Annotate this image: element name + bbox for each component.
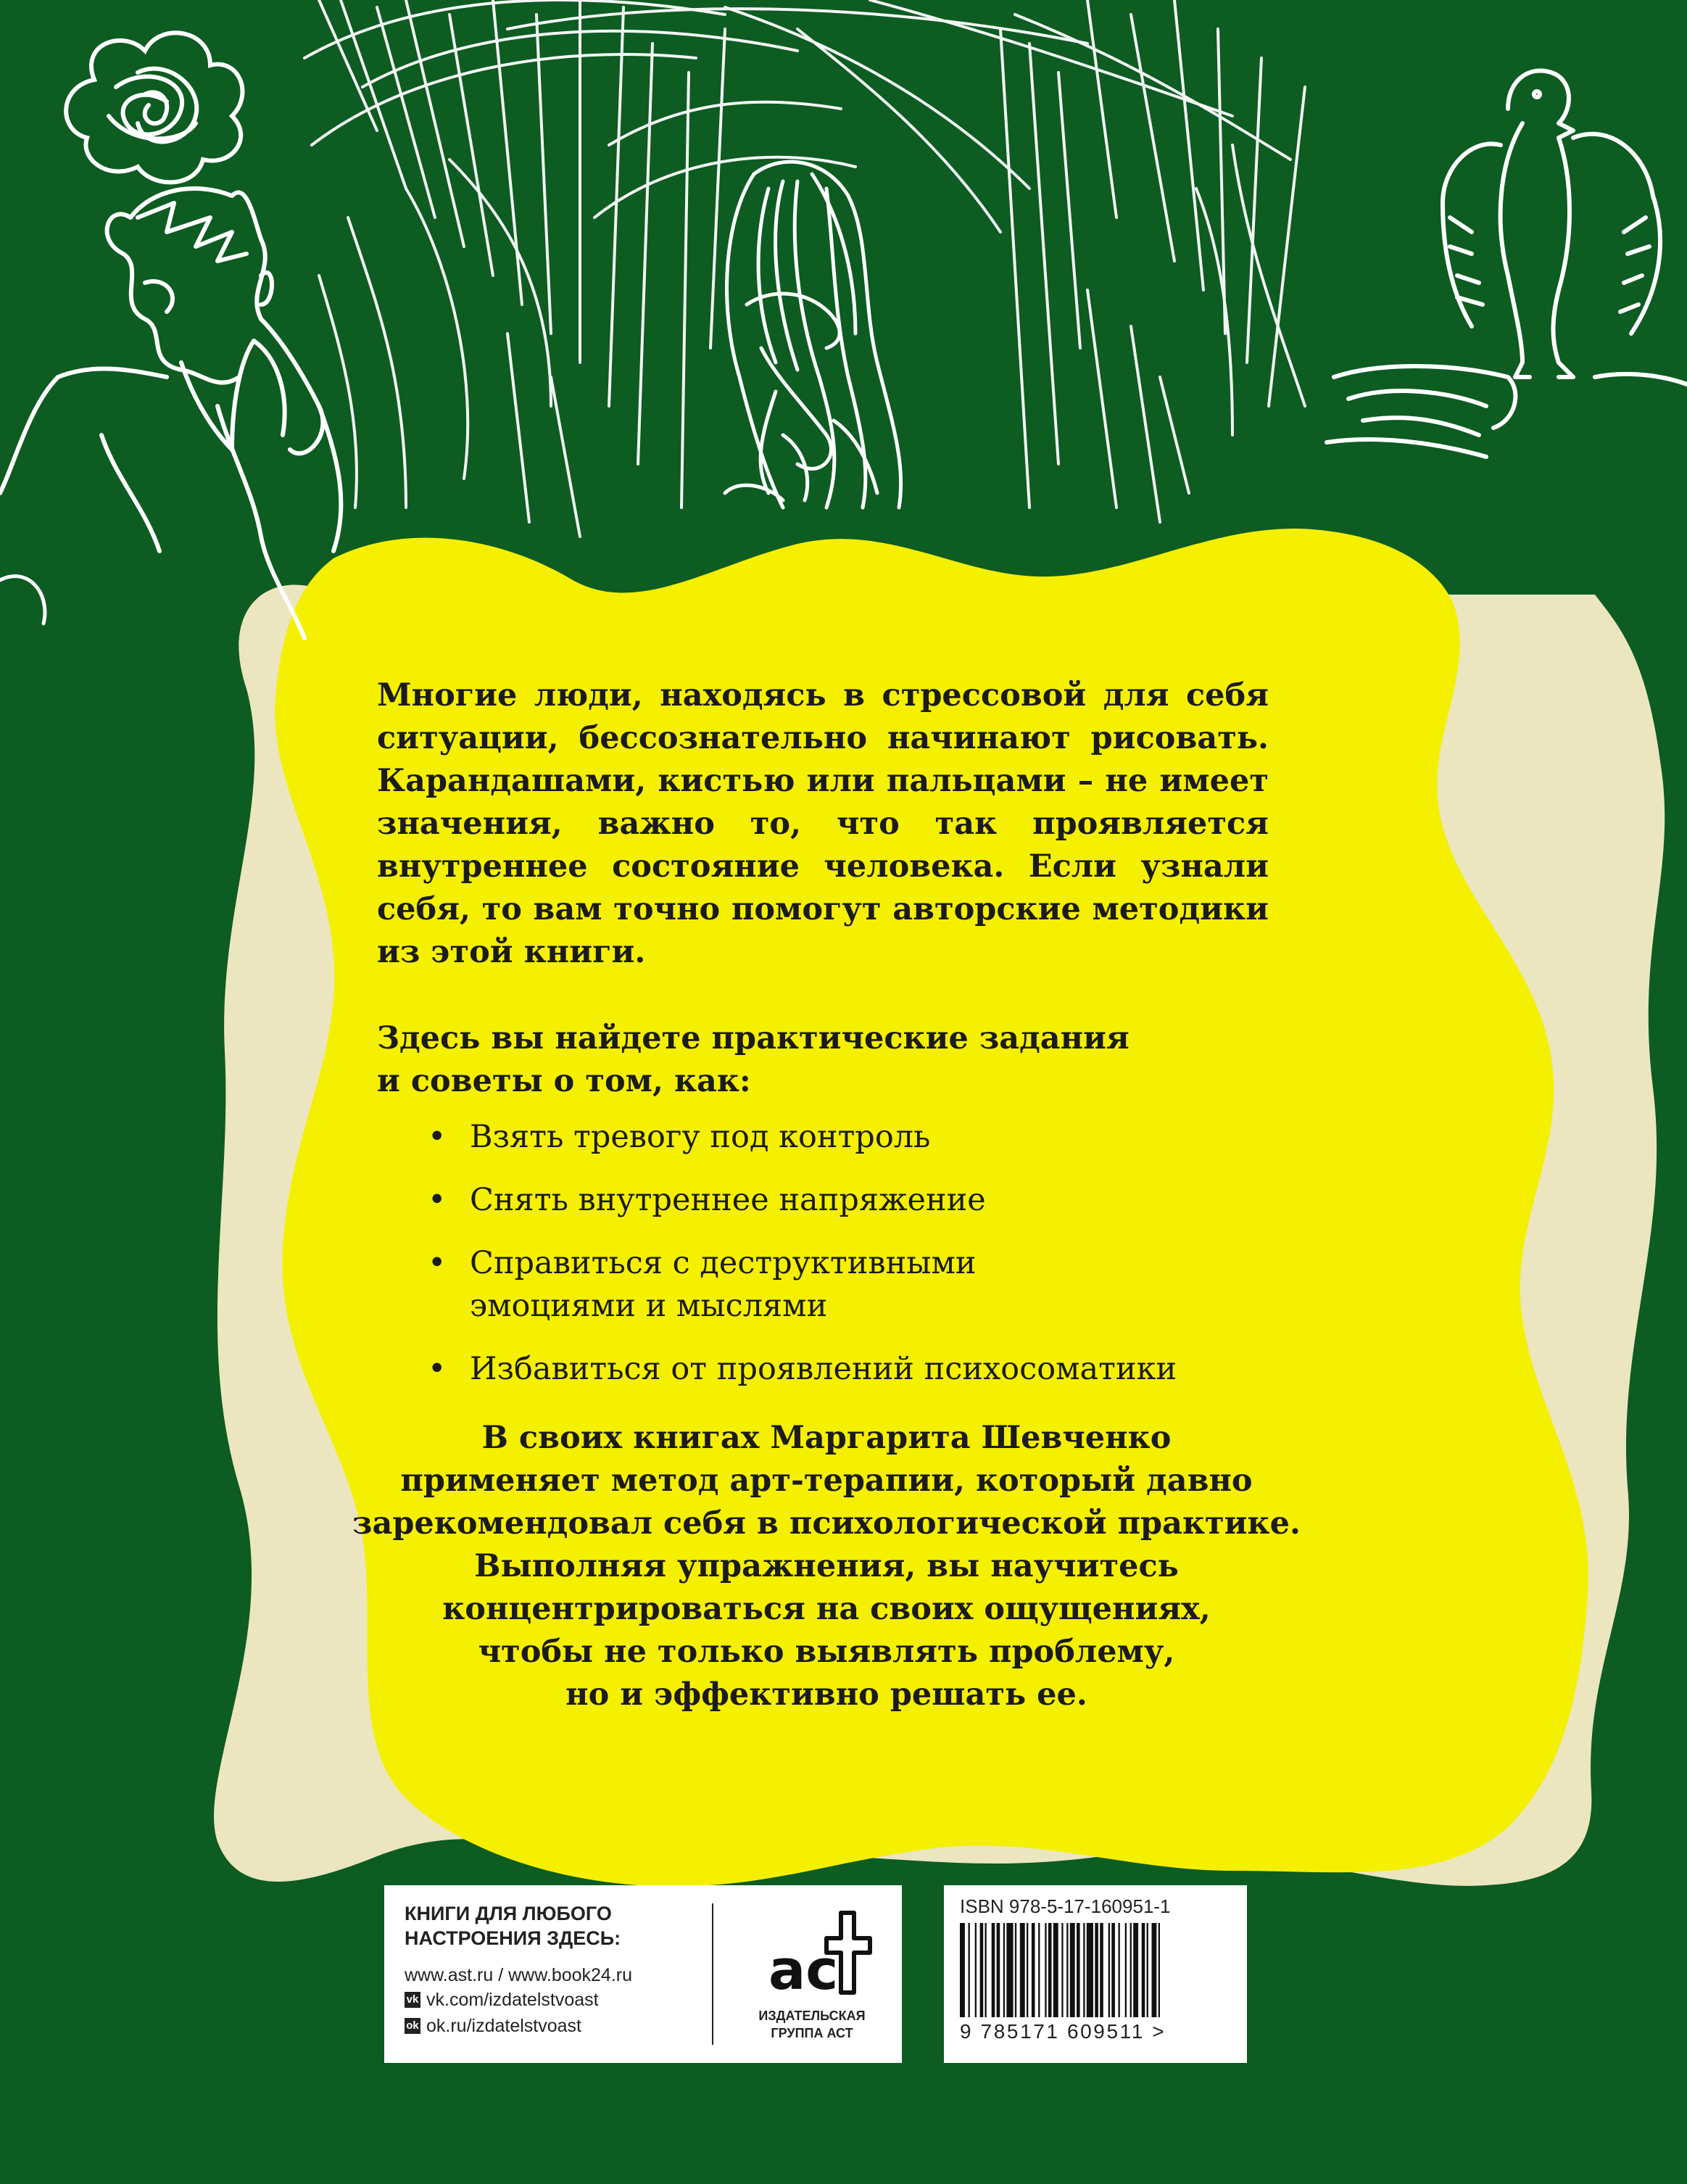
vk-link[interactable]: vk vk.com/izdatelstvoast [405,1987,632,2013]
barcode-bar [1003,1923,1005,2017]
thinking-man-icon [0,189,341,638]
barcode-bar [1158,1923,1160,2017]
isbn-box [944,1885,1247,2063]
barcode-bar [1147,1923,1148,2017]
barcode-bar [1111,1923,1115,2017]
ast-logo-graphic [732,1898,892,2007]
barcode-bar [1066,1923,1068,2017]
publisher-box [384,1885,902,2063]
barcode-bar [969,1923,970,2017]
bullet-icon: • [428,1119,447,1155]
list-item: • Снять внутреннее напряжение [377,1179,1269,1222]
list-item: • Справиться с деструктивными эмоциями и мыслями [377,1242,1269,1328]
publisher-urls[interactable]: www.ast.ru / www.book24.ru [405,1965,633,1985]
divider [712,1903,713,2045]
barcode-bar [1152,1923,1157,2017]
cave-scribble [304,0,1305,537]
scribble-figure-icon [725,162,901,508]
barcode-bar [1100,1923,1103,2017]
barcode-bar [1108,1923,1110,2017]
barcode-bar [1119,1923,1120,2017]
thought-cloud-icon [66,33,242,182]
bird-icon [1327,70,1687,457]
barcode-bar [975,1923,977,2017]
barcode-bar [1053,1923,1058,2017]
ast-logo-icon [732,1898,892,2051]
barcode-bar [1083,1923,1085,2017]
lead-paragraph [377,1017,1269,1103]
barcode-bar [1027,1923,1028,2017]
publisher-links [405,1901,632,2039]
barcode-bar [1048,1923,1052,2017]
barcode-bar [1045,1923,1046,2017]
bullet-icon: • [428,1182,447,1218]
list-item: • Взять тревогу под контроль [377,1116,1269,1159]
barcode-digits: 9 785171 609511 > [960,2020,1166,2043]
barcode-bar [1038,1923,1040,2017]
ok-link[interactable]: ok ok.ru/izdatelstvoast [405,2013,632,2039]
barcode-bar [1070,1923,1075,2017]
barcode-bar [1061,1923,1063,2017]
chalk-strokes [0,576,45,624]
ast-logo-caption: ИЗДАТЕЛЬСКАЯ ГРУППА АСТ [758,2009,866,2040]
barcode-bar [997,1923,1000,2017]
description-text [352,674,1301,1716]
ast-logo-text: ас [768,1937,839,2002]
vk-icon: vk [405,1992,420,2008]
barcode-bar [960,1923,965,2017]
bullet-icon: • [428,1245,447,1281]
bullet-icon: • [428,1351,447,1387]
barcode-bar [1006,1923,1013,2017]
barcode-bar [1015,1923,1016,2017]
barcode-bar [1032,1923,1035,2017]
barcode-bar [980,1923,984,2017]
barcode-bar [1130,1923,1132,2017]
lead-line-1: Здесь вы найдете практические задания [377,1020,1129,1056]
barcode-bar [1133,1923,1138,2017]
publisher-heading: КНИГИ ДЛЯ ЛЮБОГО НАСТРОЕНИЯ ЗДЕСЬ: [405,1903,621,1949]
barcode-bar [1087,1923,1093,2017]
intro-paragraph: Многие люди, находясь в стрессовой для себя ситуации, бессознательно начинают рисовать. Карандашами, кистью или пальцами – не имеет значения, важно то, что так проявляется внутреннее состояние человека. Если узнали себя, то вам точно помогут авторские методики из этой книги. [377,677,1269,970]
barcode-icon [960,1923,1235,2017]
barcode-bar [1095,1923,1098,2017]
barcode-bar [1077,1923,1080,2017]
lead-line-2: и советы о том, как: [377,1063,751,1099]
barcode-bar [1020,1923,1025,2017]
barcode-bar [1142,1923,1145,2017]
barcode-bar [1125,1923,1127,2017]
isbn-number: ISBN 978-5-17-160951-1 [960,1895,1171,1917]
closing-paragraph: В своих книгах Маргарита Шевченко применяет метод арт-терапии, который давно зарекомендовал себя в психологической практике. Выполняя упражнения, вы научитесь концентрироваться на своих ощущениях, чтобы не только выявлять проблему, но и эффективно решать ее. [352,1420,1301,1713]
ok-icon: ok [405,2018,420,2034]
benefit-list [377,1116,1269,1391]
barcode-bar [992,1923,995,2017]
barcode-bar [985,1923,987,2017]
list-item: • Избавиться от проявлений психосоматики [377,1348,1269,1391]
